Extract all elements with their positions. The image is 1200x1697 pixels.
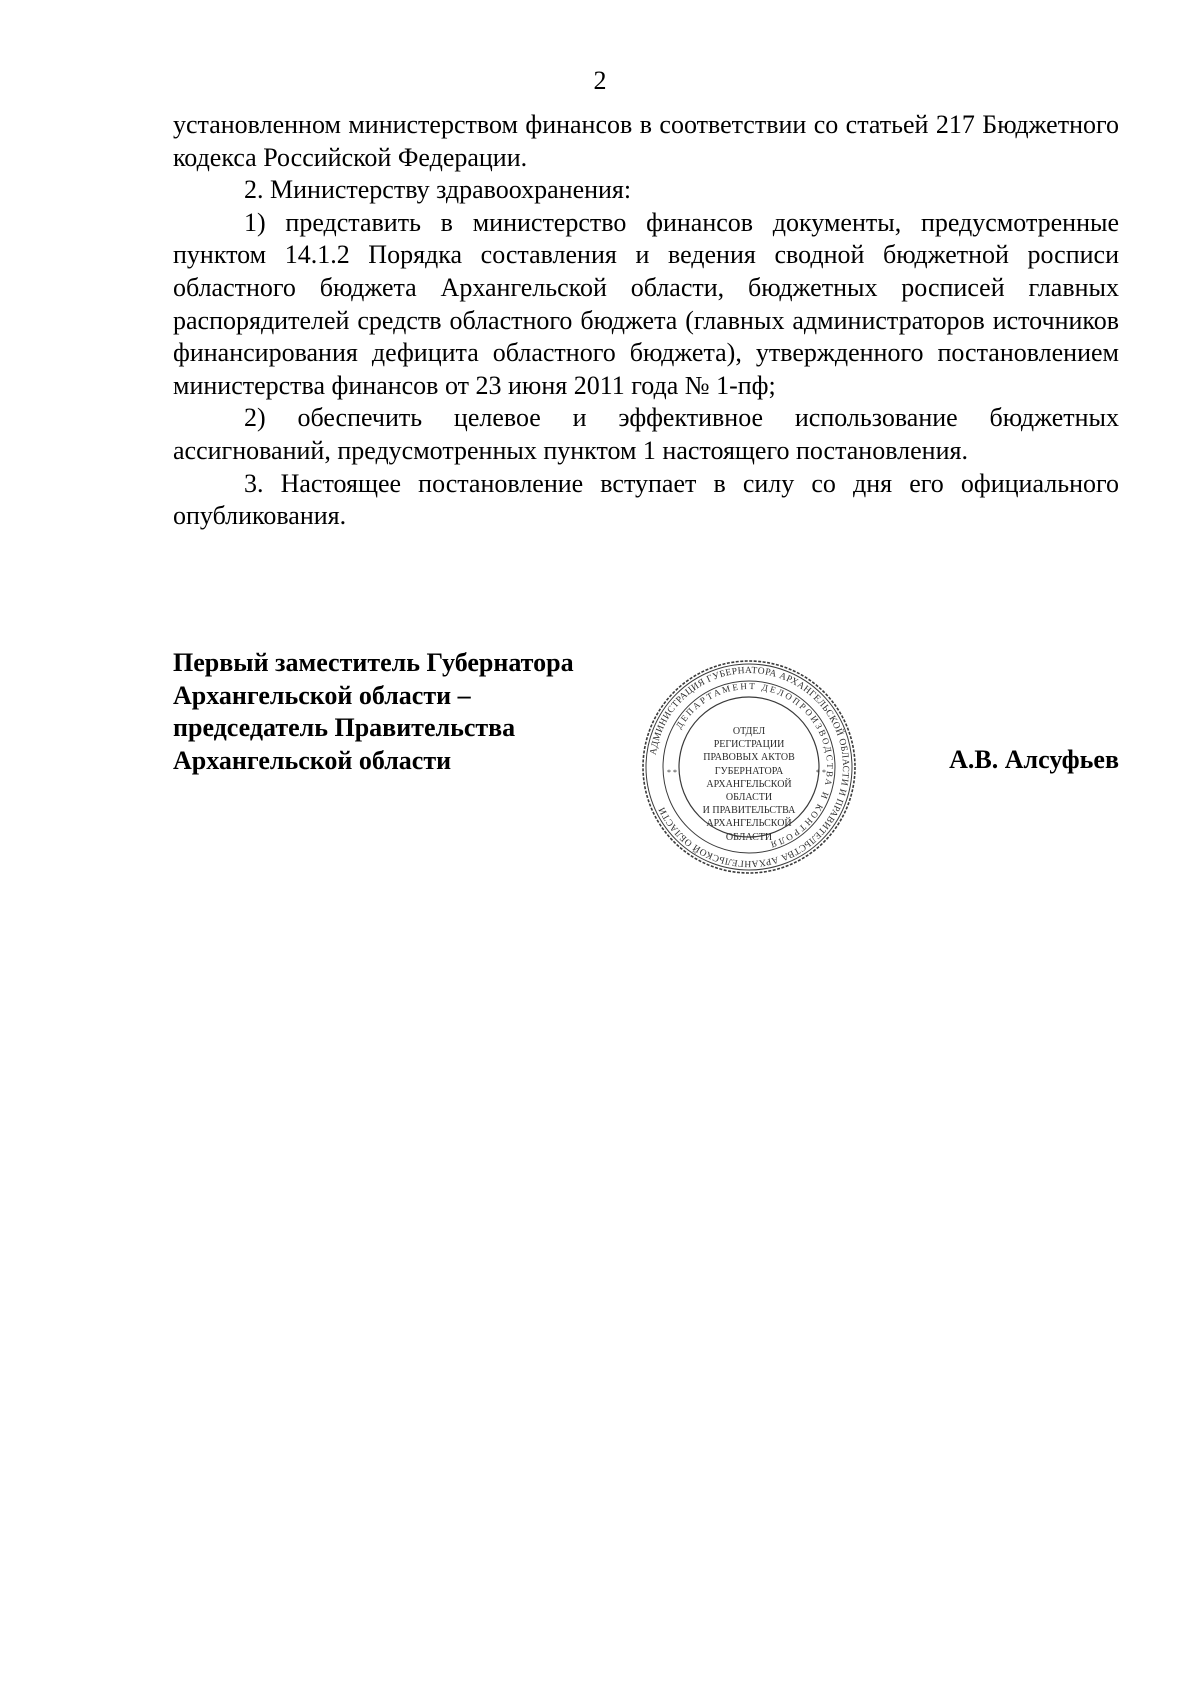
signatory-title [173, 647, 653, 777]
paragraph-continuation: установленном министерством финансов в соответствии со статьей 217 Бюджетного кодекса Российской Федерации. [173, 110, 1119, 172]
official-stamp [639, 657, 859, 877]
signatory-name: А.В. Алсуфьев [949, 745, 1119, 774]
stamp-center-line: ОБЛАСТИ [725, 792, 773, 804]
svg-text:* *: * * [667, 768, 677, 777]
stamp-center-text [689, 725, 809, 844]
document-body [173, 109, 1119, 533]
stamp-center-line: ОБЛАСТИ [725, 831, 773, 843]
signatory-title-line: Первый заместитель Губернатора [173, 648, 574, 677]
stamp-center-line: АРХАНГЕЛЬСКОЙ [706, 778, 792, 790]
stamp-center-line: РЕГИСТРАЦИИ [713, 739, 785, 751]
paragraph-subitem-1: 1) представить в министерство финансов документы, предусмотренные пунктом 14.1.2 Порядка составления и ведения сводной бюджетной росписи областного бюджета Архангельской области, бюджетных росписей главных распорядителей средств областного бюджета (главных администраторов источников финансирования дефицита областного бюджета), утвержденного постановлением министерства финансов от 23 июня 2011 года № 1-пф; [173, 207, 1119, 400]
stamp-center-line: И ПРАВИТЕЛЬСТВА [702, 805, 796, 817]
page-number: 2 [593, 66, 607, 95]
paragraph-subitem-2: 2) обеспечить целевое и эффективное использование бюджетных ассигнований, предусмотренных пунктом 1 настоящего постановления. [173, 403, 1119, 465]
stamp-center-line: ОТДЕЛ [732, 726, 766, 737]
stamp-outer-ring-text: АДМИНИСТРАЦИЯ ГУБЕРНАТОРА АРХАНГЕЛЬСКОЙ ОБЛАСТИ И ПРАВИТЕЛЬСТВА АРХАНГЕЛЬСКОЙ ОБЛАСТИ [648, 665, 851, 869]
stamp-center-line: ПРАВОВЫХ АКТОВ [703, 752, 795, 764]
stamp-inner-ring-text: ДЕПАРТАМЕНТ ДЕЛОПРОИЗВОДСТВА И КОНТРОЛЯ [673, 680, 836, 851]
signatory-title-line: Архангельской области – [173, 680, 471, 710]
signatory-title-line: Архангельской области [173, 745, 452, 775]
stamp-center-line: АРХАНГЕЛЬСКОЙ [706, 818, 792, 830]
stamp-center-line: ГУБЕРНАТОРА [714, 765, 784, 777]
paragraph-item-2: 2. Министерству здравоохранения: [244, 175, 632, 205]
signatory-title-line: председатель Правительства [173, 713, 516, 742]
paragraph-item-3: 3. Настоящее постановление вступает в силу со дня его официального опубликования. [173, 468, 1119, 531]
svg-text:* *: * * [816, 768, 826, 777]
